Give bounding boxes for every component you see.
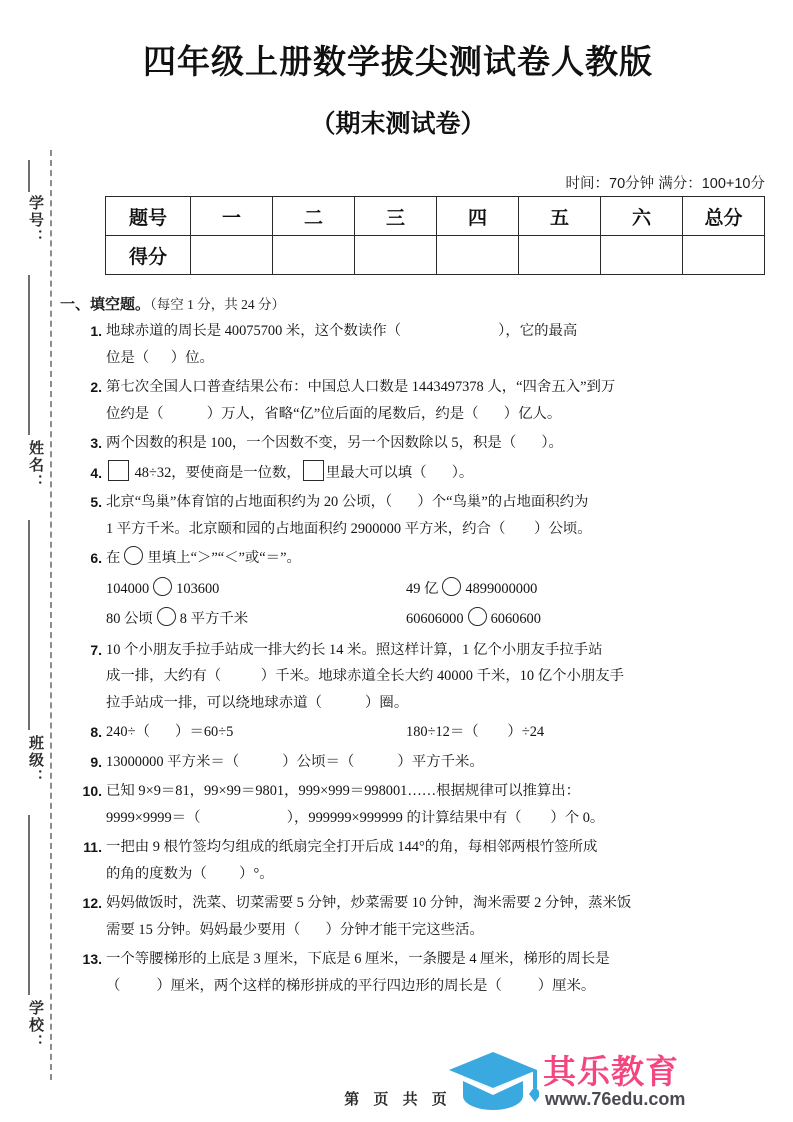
margin-label-student-id: 学号：	[27, 195, 44, 246]
score-cell-4[interactable]	[437, 236, 519, 275]
comparison-left-value: 104000	[106, 580, 150, 597]
question-text-part: 48÷32，要使商是一位数，	[131, 464, 301, 481]
comparison-left-value: 49 亿	[406, 580, 439, 597]
question-line: 北京“鸟巢”体育馆的占地面积约为 20 公顷，（ ）个“鸟巢”的占地面积约为	[106, 494, 589, 510]
section-name: 填空题。	[90, 296, 151, 313]
score-cell-1[interactable]	[191, 236, 273, 275]
blank-box-icon[interactable]	[108, 460, 129, 481]
comparison-circle-icon[interactable]	[442, 577, 461, 596]
score-table-rowhead-score: 得分	[106, 236, 191, 275]
question-line: 妈妈做饭时，洗菜、切菜需要 5 分钟，炒菜需要 10 分钟，淘米需要 2 分钟，蒸米饭	[106, 895, 632, 911]
comparison-row	[106, 576, 780, 603]
question-number: 9.	[90, 753, 102, 770]
question-line	[106, 545, 780, 572]
score-table-col-6: 六	[601, 197, 683, 236]
section-points: （每空 1 分，共 24 分）	[150, 297, 286, 312]
score-table-col-4: 四	[437, 197, 519, 236]
score-table-col-2: 二	[273, 197, 355, 236]
question-number: 10.	[82, 783, 102, 799]
margin-rule-4	[28, 815, 30, 995]
score-cell-6[interactable]	[601, 236, 683, 275]
question-number: 3.	[90, 435, 102, 451]
question-number: 13.	[82, 951, 102, 967]
watermark-logo	[447, 1046, 737, 1120]
comparison-left-value: 80 公顷	[106, 611, 153, 627]
comparison-right-value: 6060600	[490, 611, 541, 627]
comparison-circle-icon[interactable]	[468, 607, 487, 626]
question-8	[80, 719, 780, 746]
comparison-pair	[406, 606, 706, 633]
question-list	[80, 318, 780, 1002]
comparison-circle-icon[interactable]	[124, 546, 143, 565]
section-header-fill-in-blank	[60, 293, 285, 314]
question-13	[80, 946, 780, 999]
question-line: 第七次全国人口普查结果公布：中国总人口数是 1443497378 人，“四舍五入”到万	[106, 379, 616, 395]
page-footer: 第 页 共 页	[344, 1091, 452, 1108]
comparison-pair	[106, 606, 406, 633]
margin-rule-1	[28, 160, 30, 192]
question-line: 拉手站成一排，可以绕地球赤道（ ）圈。	[106, 694, 409, 711]
question-1	[80, 318, 780, 371]
question-line: 两个因数的积是 100，一个因数不变，另一个因数除以 5，积是（ ）。	[106, 435, 563, 451]
question-text-part: 里填上“＞”“＜”或“＝”。	[147, 550, 301, 566]
question-text-part: 里最大可以填（ ）。	[325, 464, 474, 481]
score-table-col-5: 五	[519, 197, 601, 236]
question-7	[80, 637, 780, 717]
question-number: 6.	[90, 550, 102, 566]
margin-dashed-fold-line	[50, 150, 52, 1080]
score-table-col-1: 一	[191, 197, 273, 236]
margin-rule-3	[28, 520, 30, 730]
question-line: 地球赤道的周长是 40075700 米，这个数读作（ ），它的最高	[106, 323, 578, 339]
exam-paper	[58, 0, 793, 1122]
question-line: 需要 15 分钟。妈妈最少要用（ ）分钟才能干完这些活。	[106, 921, 484, 938]
question-6	[80, 545, 780, 633]
question-line	[106, 460, 780, 487]
graduation-cap-icon	[447, 1050, 539, 1112]
score-cell-5[interactable]	[519, 236, 601, 275]
exam-meta: 时间：70分钟 满分：100+10分	[565, 176, 765, 192]
question-number: 11.	[83, 839, 102, 855]
page-subtitle: （期末测试卷）	[310, 110, 486, 138]
score-table	[105, 196, 765, 275]
comparison-left-value: 60606000	[406, 611, 464, 627]
comparison-right-value: 103600	[176, 580, 220, 597]
question-line: 1 平方千米。北京颐和园的占地面积约 2900000 平方米，约合（ ）公顷。	[106, 520, 592, 537]
question-line: 一把由 9 根竹签均匀组成的纸扇完全打开后成 144°的角，每相邻两根竹签所成	[106, 839, 598, 855]
section-index: 一、	[60, 296, 91, 313]
score-cell-2[interactable]	[273, 236, 355, 275]
score-table-col-3: 三	[355, 197, 437, 236]
question-number: 8.	[90, 724, 102, 740]
question-line	[106, 719, 780, 746]
score-cell-3[interactable]	[355, 236, 437, 275]
equation-right: 180÷12＝（ ）÷24	[406, 724, 545, 740]
question-5	[80, 489, 780, 542]
margin-rail	[0, 0, 58, 1122]
margin-label-school: 学校：	[27, 1000, 44, 1051]
margin-label-class: 班级：	[27, 735, 44, 786]
comparison-circle-icon[interactable]	[157, 607, 176, 626]
question-text-part: 在	[106, 550, 121, 566]
question-number: 4.	[90, 464, 102, 481]
question-9	[80, 749, 780, 776]
comparison-circle-icon[interactable]	[153, 577, 172, 596]
question-line: 13000000 平方米＝（ ）公顷＝（ ）平方千米。	[106, 753, 484, 770]
question-number: 5.	[90, 494, 102, 510]
question-10	[80, 778, 780, 831]
score-table-rowhead-question: 题号	[106, 197, 191, 236]
comparison-grid	[106, 576, 780, 633]
question-line: 成一排，大约有（ ）千米。地球赤道全长大约 40000 千米，10 亿个小朋友手	[106, 668, 625, 684]
question-2	[80, 374, 780, 427]
comparison-row	[106, 606, 780, 633]
watermark-brand: 其乐教育	[543, 1053, 679, 1090]
question-number: 1.	[90, 323, 102, 339]
page-title: 四年级上册数学拔尖测试卷人教版	[143, 43, 653, 80]
blank-box-icon[interactable]	[303, 460, 324, 481]
comparison-pair	[406, 576, 706, 603]
question-12	[80, 890, 780, 943]
question-line: （ ）厘米，两个这样的梯形拼成的平行四边形的周长是（ ）厘米。	[106, 977, 596, 994]
question-number: 12.	[82, 895, 102, 911]
question-number: 2.	[90, 379, 102, 395]
comparison-right-value: 4899000000	[465, 580, 538, 597]
question-line: 的角的度数为（ ）°。	[106, 865, 274, 882]
score-table-col-total: 总分	[683, 197, 765, 236]
question-line: 位约是（ ）万人，省略“亿”位后面的尾数后，约是（ ）亿人。	[106, 405, 562, 422]
question-line: 9999×9999＝（ ），999999×999999 的计算结果中有（ ）个 0。	[106, 809, 605, 826]
question-line: 10 个小朋友手拉手站成一排大约长 14 米。照这样计算，1 亿个小朋友手拉手站	[106, 641, 603, 658]
question-4	[80, 460, 780, 487]
score-cell-total[interactable]	[683, 236, 765, 275]
question-line: 已知 9×9＝81，99×99＝9801，999×999＝998001……根据规律可以推算出：	[106, 783, 581, 799]
question-3	[80, 430, 780, 457]
table-row-question-numbers	[106, 197, 765, 236]
question-11	[80, 834, 780, 887]
watermark-url: www.76edu.com	[545, 1089, 686, 1109]
margin-label-name: 姓名：	[27, 440, 44, 491]
comparison-right-value: 8 平方千米	[179, 611, 249, 627]
question-line: 位是（ ）位。	[106, 349, 214, 366]
margin-rule-2	[28, 275, 30, 435]
table-row-scores	[106, 236, 765, 275]
equation-left: 240÷（ ）＝60÷5	[106, 724, 234, 740]
comparison-pair	[106, 576, 406, 603]
question-number: 7.	[90, 641, 102, 658]
question-line: 一个等腰梯形的上底是 3 厘米，下底是 6 厘米，一条腰是 4 厘米，梯形的周长是	[106, 951, 610, 967]
